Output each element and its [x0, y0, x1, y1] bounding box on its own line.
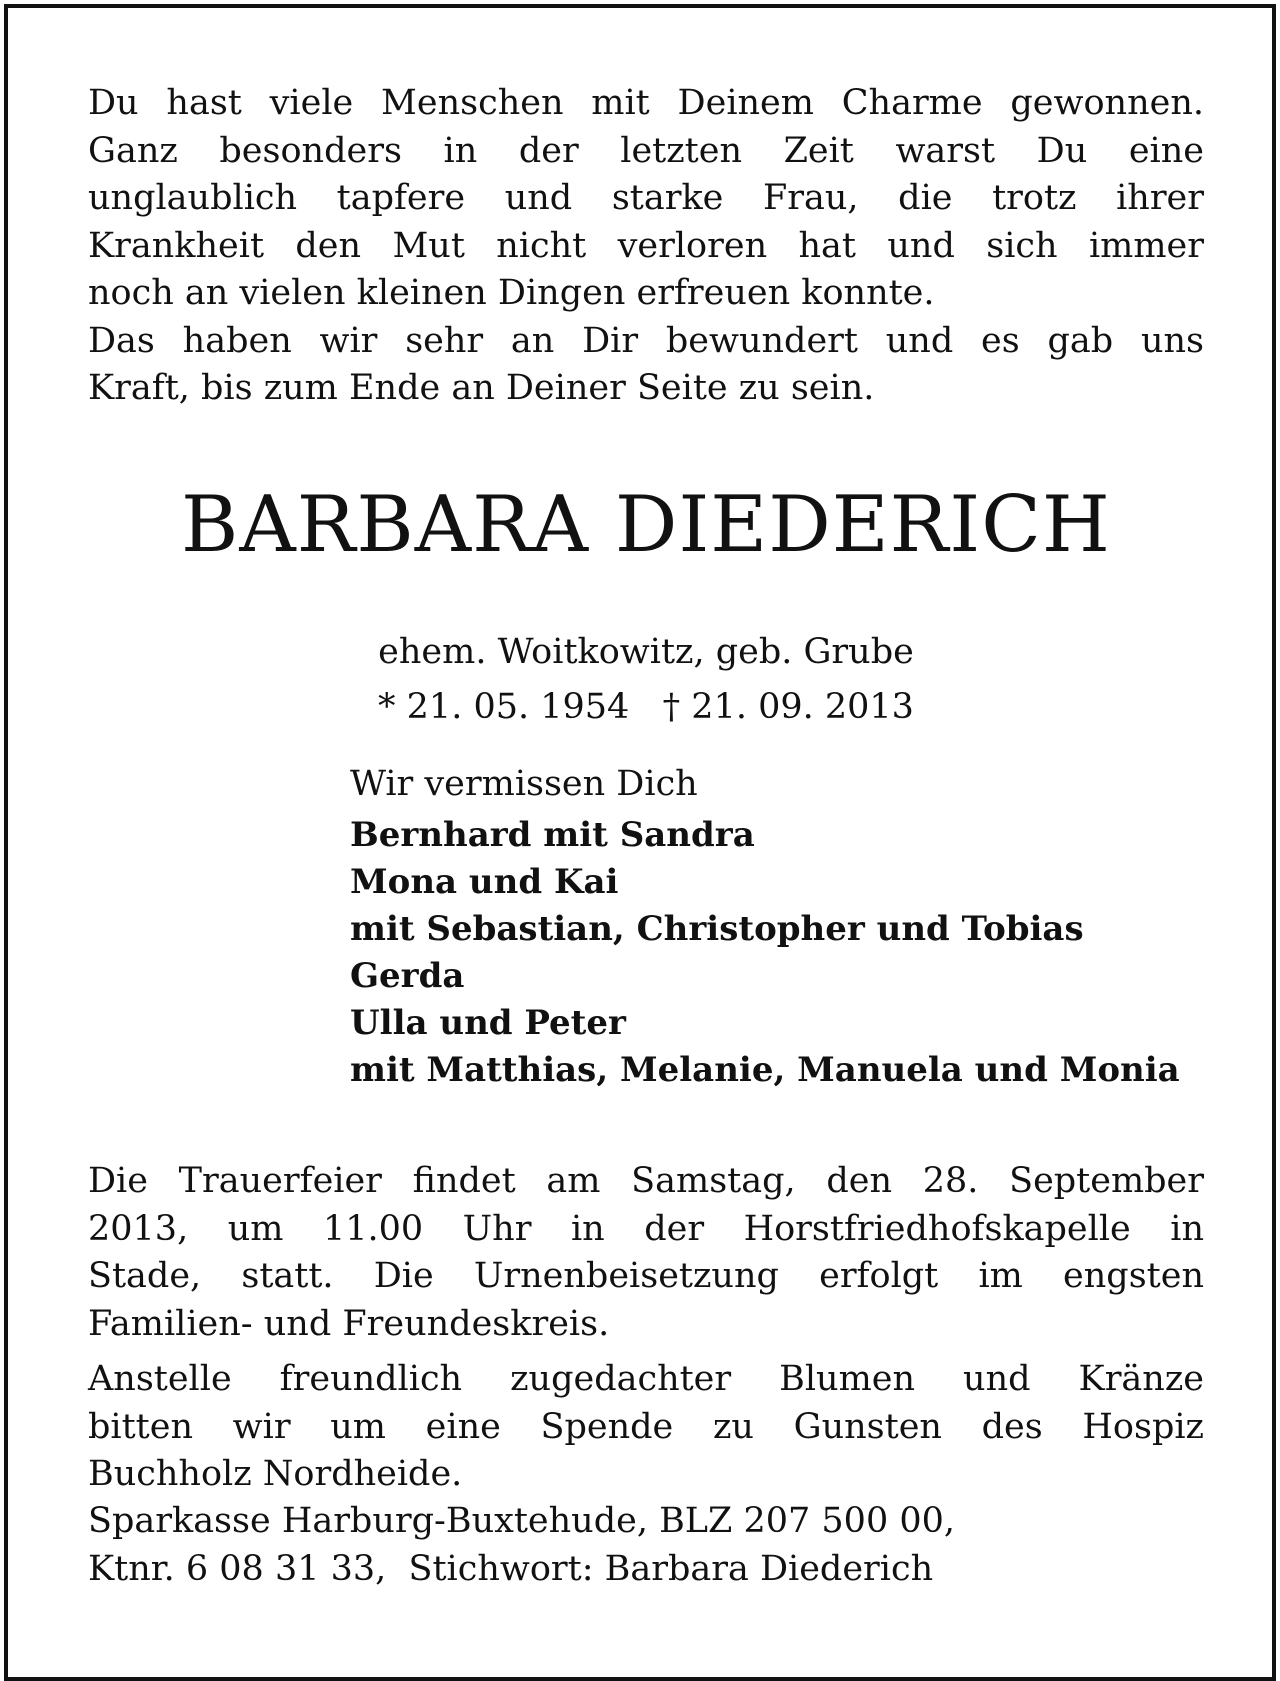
donation-line: Anstelle freundlich zugedachter Blumen und Kränze [88, 1359, 1204, 1399]
former-names: ehem. Woitkowitz, geb. Grube [378, 632, 914, 672]
family-member: Ulla und Peter [350, 1003, 626, 1043]
funeral-paragraph [88, 1158, 1204, 1348]
funeral-line: Familien- und Freundeskreis. [88, 1303, 610, 1344]
family-intro: Wir vermissen Dich [350, 764, 698, 804]
donation-line: bitten wir um eine Spende zu Gunsten des Hospiz [88, 1406, 1204, 1447]
donation-paragraph [88, 1356, 1204, 1499]
family-member: mit Matthias, Melanie, Manuela und Monia [350, 1050, 1180, 1090]
family-member: mit Sebastian, Christopher und Tobias [350, 909, 1084, 949]
intro-line: Ganz besonders in der letzten Zeit warst Du eine [88, 130, 1204, 171]
intro-line: noch an vielen kleinen Dingen erfreuen konnte. [88, 273, 935, 313]
intro-paragraph [88, 80, 1204, 413]
funeral-line: 2013, um 11.00 Uhr in der Horstfriedhofskapelle in [88, 1208, 1204, 1249]
deceased-name: BARBARA DIEDERICH [181, 480, 1111, 570]
intro-line: Das haben wir sehr an Dir bewundert und es gab uns [88, 320, 1204, 361]
intro-line: Du hast viele Menschen mit Deinem Charme gewonnen. [88, 83, 1204, 123]
intro-line: unglaublich tapfere und starke Frau, die trotz ihrer [88, 178, 1204, 218]
obituary-content [88, 80, 1204, 1589]
funeral-line: Stade, statt. Die Urnenbeisetzung erfolgt im engsten [88, 1256, 1204, 1296]
funeral-line: Die Trauerfeier findet am Samstag, den 28. September [88, 1161, 1204, 1201]
bank-details [88, 1498, 1204, 1593]
family-member: Bernhard mit Sandra [350, 815, 755, 855]
intro-line: Kraft, bis zum Ende an Deiner Seite zu sein. [88, 368, 875, 408]
family-member: Gerda [350, 956, 465, 996]
intro-line: Krankheit den Mut nicht verloren hat und sich immer [88, 225, 1204, 266]
life-dates: * 21. 05. 1954 † 21. 09. 2013 [378, 687, 914, 727]
bank-line: Ktnr. 6 08 31 33, Stichwort: Barbara Diederich [88, 1548, 934, 1589]
family-member: Mona und Kai [350, 862, 619, 902]
donation-line: Buchholz Nordheide. [88, 1454, 463, 1494]
obituary-frame [4, 4, 1276, 1681]
bank-line: Sparkasse Harburg-Buxtehude, BLZ 207 500 00, [88, 1501, 956, 1541]
family-block [350, 760, 1210, 1094]
